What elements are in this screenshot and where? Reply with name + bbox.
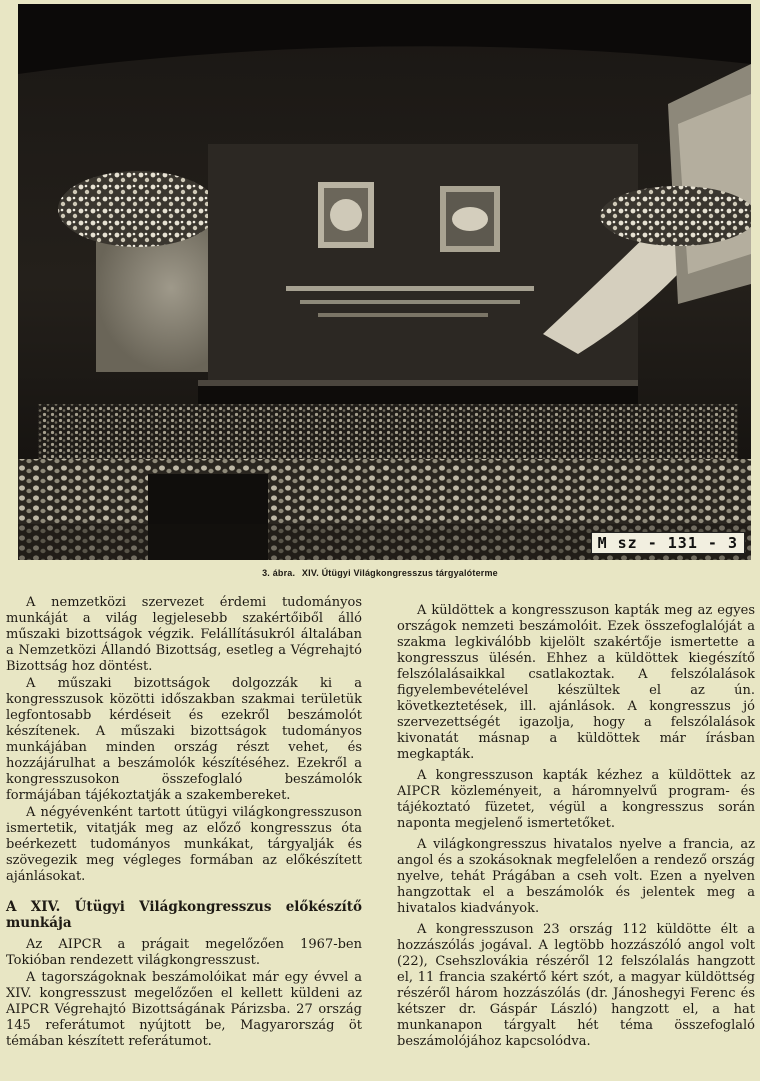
- paragraph: A négyévenként tartott útügyi világkongresszuson ismertetik, vitatják meg az előző kongresszus óta beérkezett tudományos munkákat, tárgyalják és szövegezik meg végleges formában az előkészített ajánlásokat.: [6, 805, 362, 884]
- paragraph: A küldöttek a kongresszuson kapták meg az egyes országok nemzeti beszámolóit. Ezek összefoglalóját a szakma legkiválóbb kijelölt szakértője ismertette a kongresszus ülésén. Ehhez a küldöttek kiegészítő felszólalásaikkal csatlakoztak. A felszólalások figyelembevételével készültek el az ún. következtetések, ill. ajánlások. A kongresszus jó szervezettségét igazolja, hogy a felszólalások kivonatát másnap a küldöttek már írásban megkapták.: [397, 603, 755, 762]
- paragraph: A kongresszuson kapták kézhez a küldöttek az AIPCR közleményeit, a háromnyelvű program- és tájékoztató füzetet, végül a kongresszus során naponta megjelenő ismertetőket.: [397, 768, 755, 831]
- caption-text: XIV. Útügyi Világkongresszus tárgyalóterme: [301, 568, 498, 578]
- paragraph: A kongresszuson 23 ország 112 küldötte élt a hozzászólás jogával. A legtöbb hozzászóló angol volt (22), Csehszlovákia részéről 12 felszólalás hangzott el, 11 francia szakértő kért szót, a magyar küldöttség részéről három hozzászólás (dr. Jánoshegyi Ferenc és kétszer dr. Gáspár László) hangzott el, a hat munkanapon tárgyalt hét téma összefoglaló beszámolójához kapcsolódva.: [397, 922, 755, 1049]
- paragraph: A világkongresszus hivatalos nyelve a francia, az angol és a szokásoknak megfelelően a rendező ország nyelve, tehát Prágában a cseh volt. Ezen a nyelven hangzottak el a beszámolók és jelentek meg a hivatalos kiadványok.: [397, 837, 755, 916]
- paragraph: A tagországoknak beszámolóikat már egy évvel a XIV. kongresszust megelőzően el kellett küldeni az AIPCR Végrehajtó Bizottságának Párizsba. 27 ország 145 referátumot nyújtott be, Magyarország öt témában készített referátumot.: [6, 970, 362, 1049]
- paragraph: Az AIPCR a prágait megelőzően 1967-ben Tokióban rendezett világkongresszust.: [6, 937, 362, 968]
- congress-hall-photo: [18, 4, 751, 560]
- figure-caption: [0, 568, 760, 578]
- caption-number: 3. ábra.: [262, 568, 298, 578]
- paragraph: A nemzetközi szervezet érdemi tudományos munkáját a világ legjelesebb szakértőiből álló műszaki bizottságok végzik. Felállításukról általában a Nemzetközi Állandó Bizottság, esetleg a Végrehajtó Bizottság hoz döntést.: [6, 595, 362, 674]
- congress-hall-photo-image: [18, 4, 751, 560]
- paragraph: A műszaki bizottságok dolgozzák ki a kongresszusok közötti időszakban szakmai területük legfontosabb kérdéseit és ezekről beszámolót készítenek. A műszaki bizottságok tudományos munkájában minden ország részt vehet, és hozzájárulhat a beszámolók készítéséhez. Ezekről a kongresszusokon összefoglaló beszámolók formájában tájékoztatják a szakembereket.: [6, 676, 362, 803]
- photo-id-label: M sz - 131 - 3: [591, 532, 745, 554]
- section-heading: A XIV. Útügyi Világkongresszus előkészítő munkája: [6, 899, 362, 931]
- right-column: [397, 603, 755, 1055]
- left-column: [6, 595, 362, 1051]
